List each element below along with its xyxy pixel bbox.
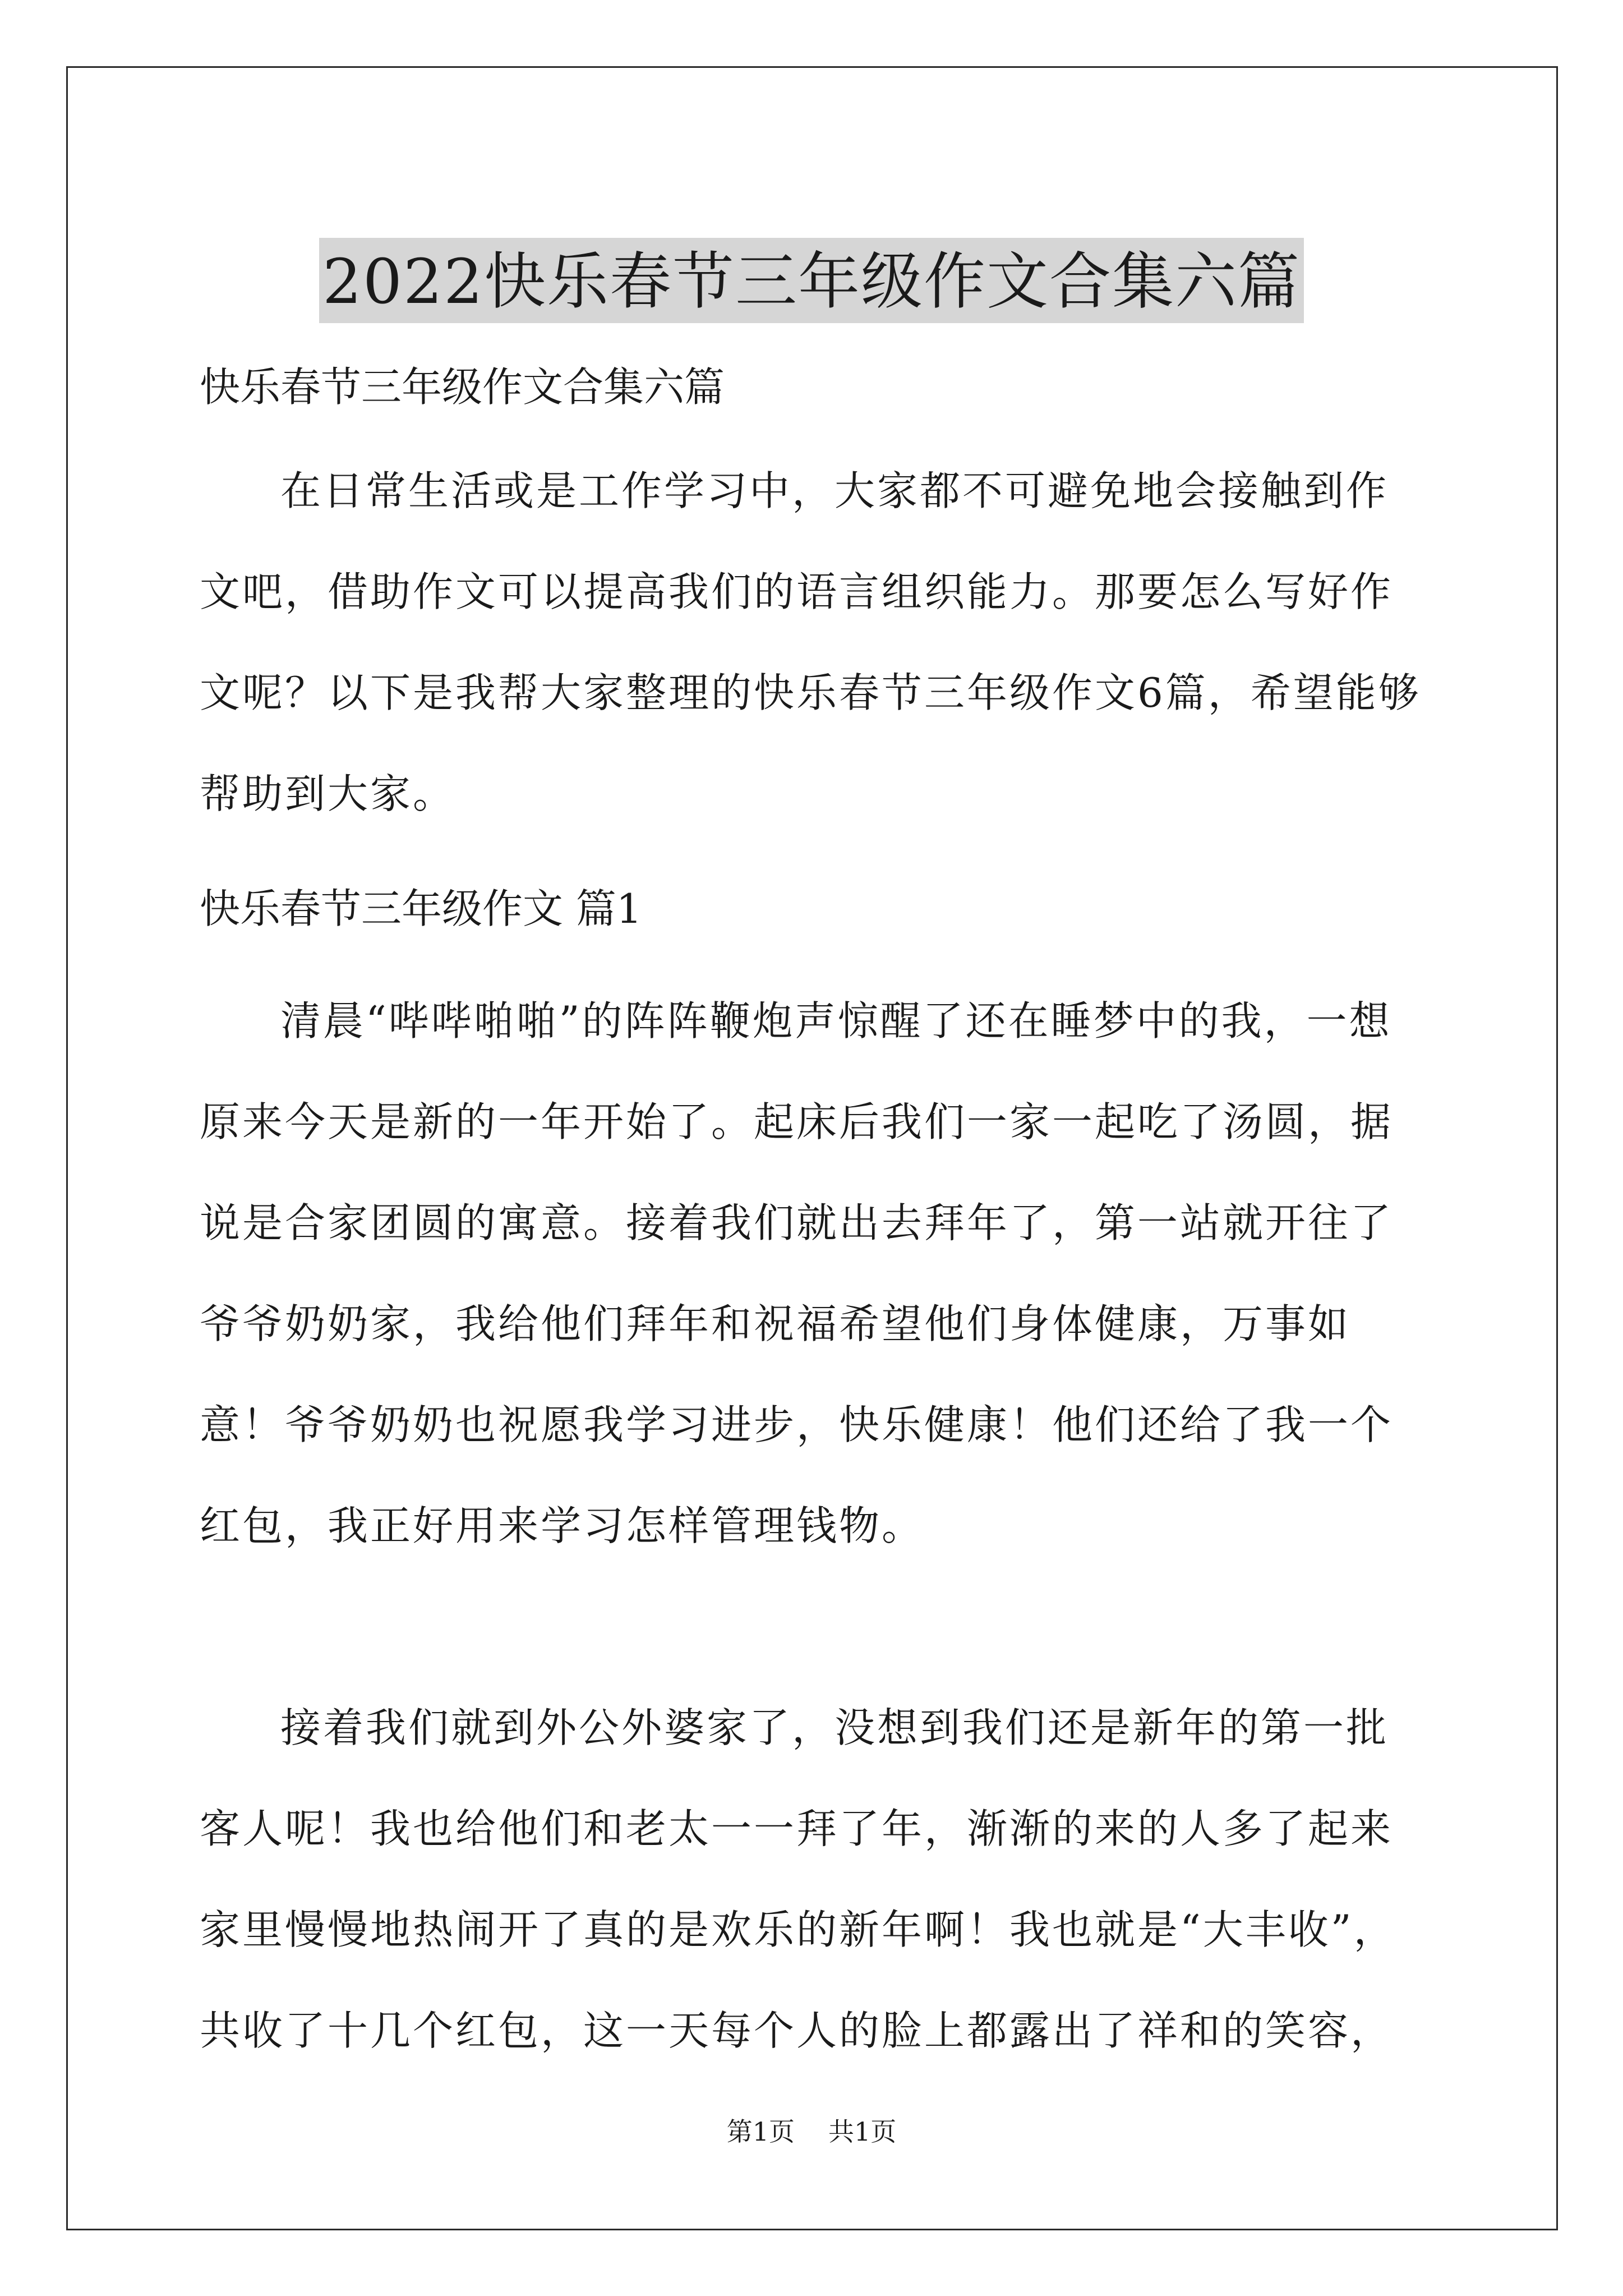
page-number-current: 第1页 bbox=[726, 2116, 795, 2147]
document-title: 2022快乐春节三年级作文合集六篇 bbox=[319, 238, 1304, 323]
intro-paragraph: 在日常生活或是工作学习中，大家都不可避免地会接触到作文吧，借助作文可以提高我们的语言组织能力。那要怎么写好作文呢？以下是我帮大家整理的快乐春节三年级作文6篇，希望能够帮助到大家。 bbox=[200, 467, 1421, 817]
section-heading: 快乐春节三年级作文 篇1 bbox=[200, 885, 642, 932]
body-paragraph: 清晨“哔哔啪啪”的阵阵鞭炮声惊醒了还在睡梦中的我，一想原来今天是新的一年开始了。起床后我们一家一起吃了汤圆，据说是合家团圆的寓意。接着我们就出去拜年了，第一站就开往了爷爷奶奶家，我给他们拜年和祝福希望他们身体健康，万事如意！爷爷奶奶也祝愿我学习进步，快乐健康！他们还给了我一个红包，我正好用来学习怎样管理钱物。 bbox=[200, 997, 1394, 1549]
page-number-total: 共1页 bbox=[828, 2116, 897, 2147]
body-paragraph: 接着我们就到外公外婆家了，没想到我们还是新年的第一批客人呢！我也给他们和老太一一拜了年，渐渐的来的人多了起来家里慢慢地热闹开了真的是欢乐的新年啊！我也就是“大丰收”，共收了十几个红包，这一天每个人的脸上都露出了祥和的笑容， bbox=[200, 1704, 1396, 2054]
document-subtitle: 快乐春节三年级作文合集六篇 bbox=[200, 364, 725, 411]
title-container bbox=[0, 196, 1623, 364]
page-footer bbox=[0, 2115, 1623, 2148]
